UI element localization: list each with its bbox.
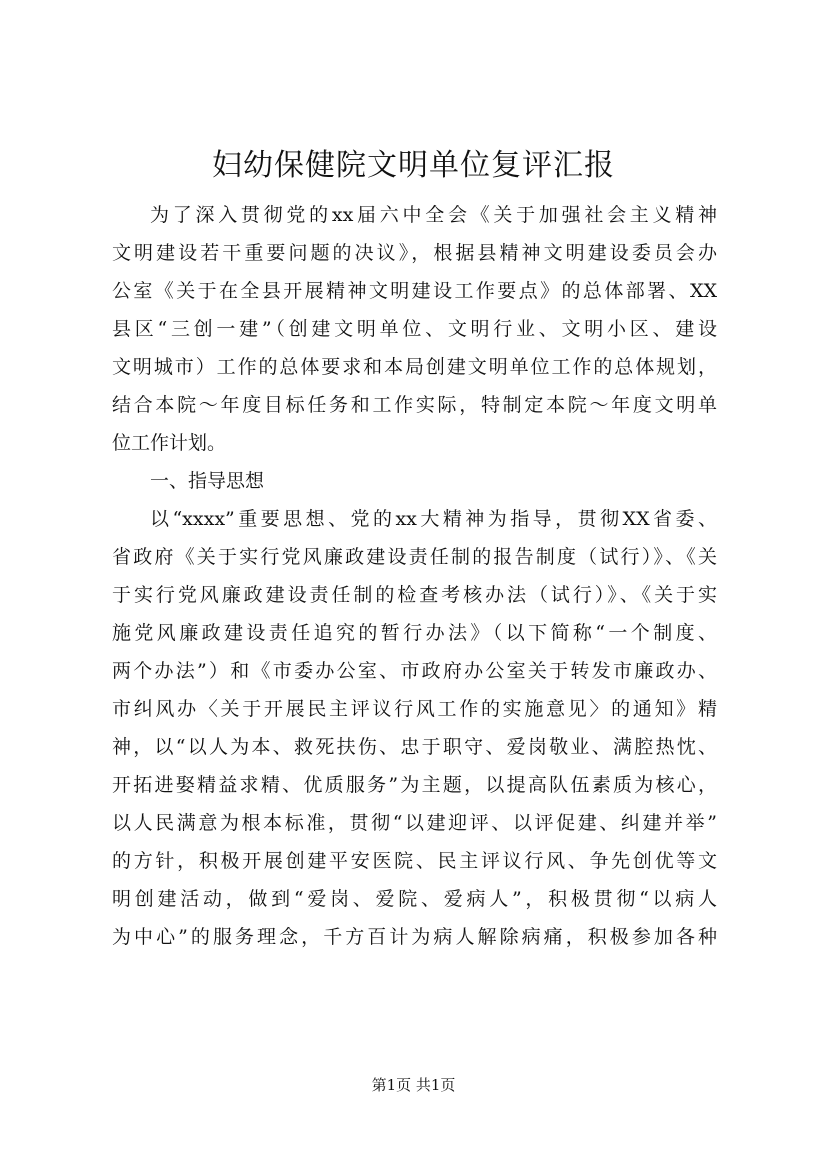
body-line: 位工作计划。	[112, 432, 227, 454]
body-line: 公室《关于在全县开展精神文明建设工作要点》的总体部署、XX	[112, 280, 717, 302]
body-line: 施党风廉政建设责任追究的暂行办法》（以下简称“一个制度、	[112, 622, 717, 644]
body-line: 的方针，积极开展创建平安医院、民主评议行风、争先创优等文	[112, 850, 717, 872]
body-line: 于实行党风廉政建设责任制的检查考核办法（试行）》、《关于实	[112, 584, 717, 606]
body-line: 开拓进娶精益求精、优质服务”为主题，以提高队伍素质为核心，	[112, 774, 717, 796]
body-line: 两个办法”）和《市委办公室、市政府办公室关于转发市廉政办、	[112, 660, 717, 682]
body-line: 以人民满意为根本标准，贯彻“以建迎评、以评促建、纠建并举”	[112, 812, 717, 834]
page-footer: 第1页 共1页	[371, 1076, 456, 1094]
body-line: 文明城市）工作的总体要求和本局创建文明单位工作的总体规划，	[112, 356, 717, 378]
document-title: 妇幼保健院文明单位复评汇报	[212, 148, 615, 183]
body-line: 市纠风办〈关于开展民主评议行风工作的实施意见〉的通知》精	[112, 698, 717, 720]
body-line: 神，以“以人为本、救死扶伤、忠于职守、爱岗敬业、满腔热忱、	[112, 736, 717, 758]
body-line: 县区“三创一建”（创建文明单位、文明行业、文明小区、建设	[112, 318, 717, 340]
body-line: 为中心”的服务理念，千方百计为病人解除病痛，积极参加各种	[112, 926, 717, 948]
body-line: 文明建设若干重要问题的决议》，根据县精神文明建设委员会办	[112, 242, 717, 264]
body-line: 省政府《关于实行党风廉政建设责任制的报告制度（试行）》、《关	[112, 546, 717, 568]
body-line: 以“xxxx”重要思想、党的xx大精神为指导，贯彻XX省委、	[150, 508, 717, 530]
body-line: 为了深入贯彻党的xx届六中全会《关于加强社会主义精神	[150, 204, 717, 226]
section-heading: 一、指导思想	[150, 470, 265, 492]
document-body	[112, 196, 717, 956]
body-line: 结合本院～年度目标任务和工作实际，特制定本院～年度文明单	[112, 394, 717, 416]
body-line: 明创建活动，做到“爱岗、爱院、爱病人”，积极贯彻“以病人	[112, 888, 717, 910]
